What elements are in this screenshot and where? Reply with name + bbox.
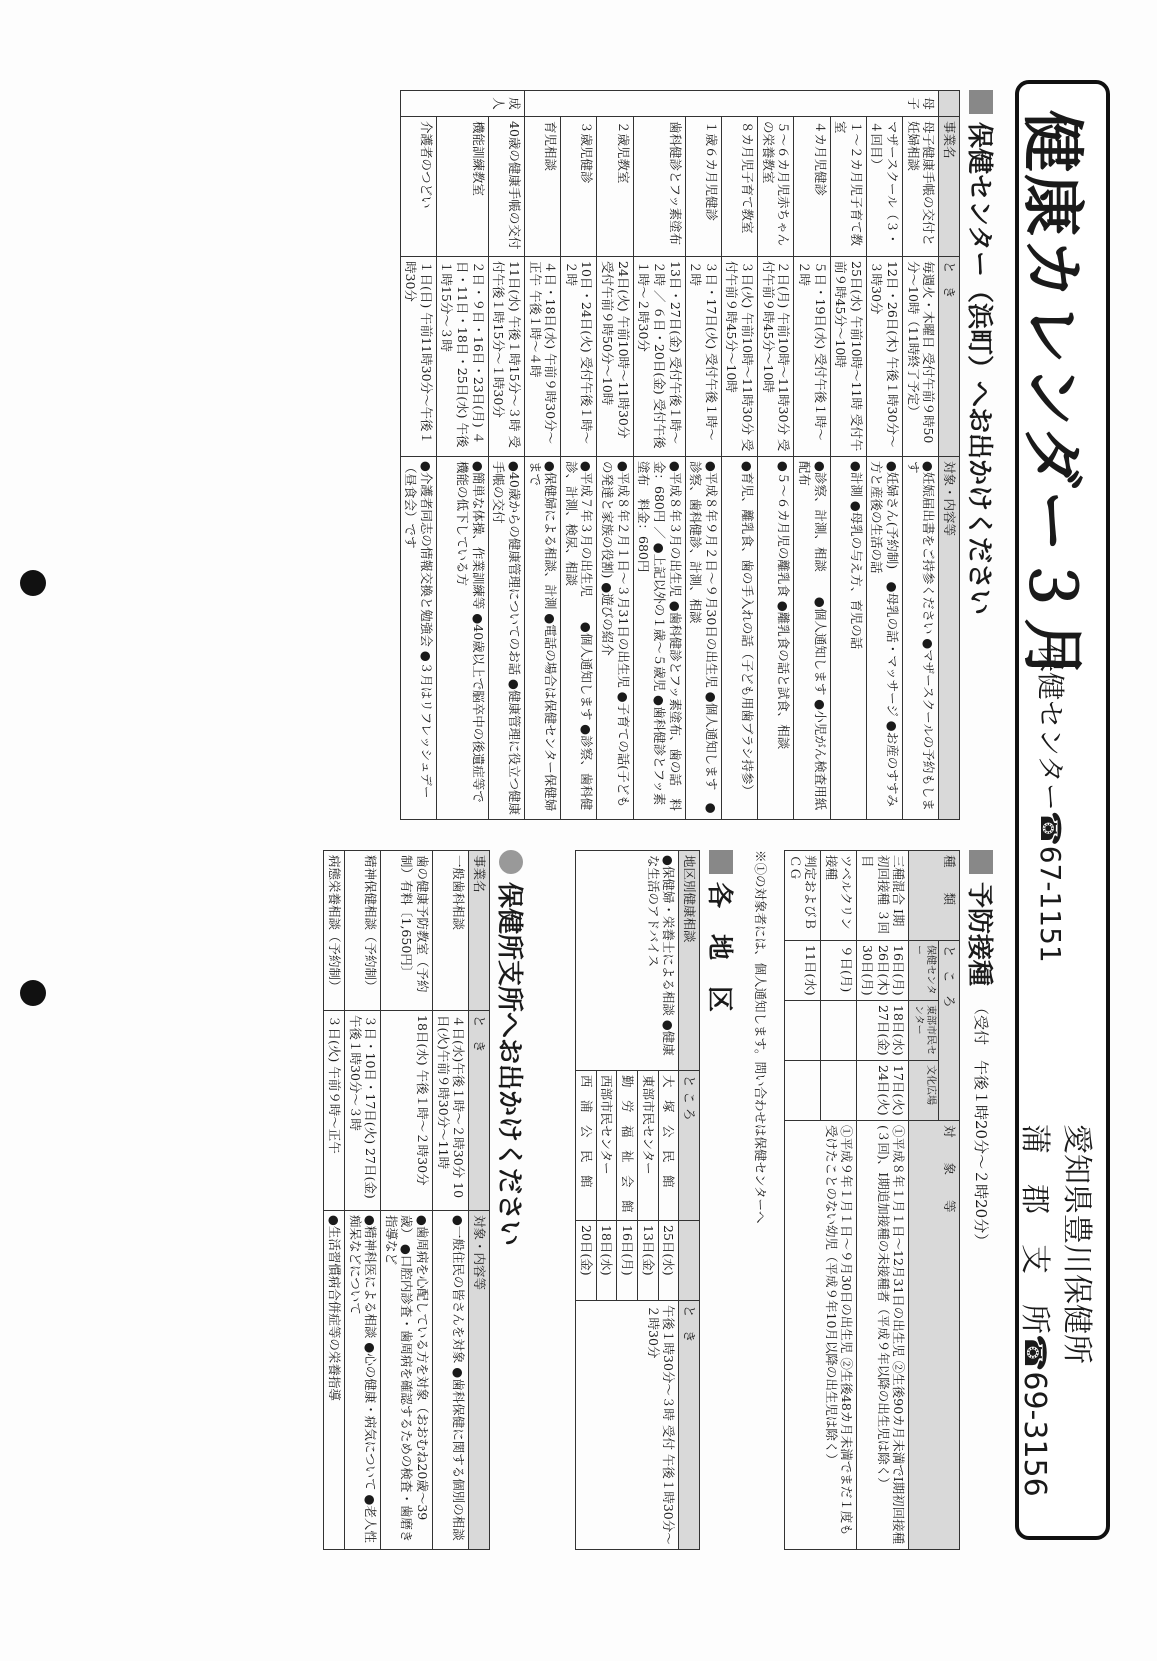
- circle-marker-icon: [500, 850, 524, 874]
- program-content: ●妊娠届出書をご持参ください ●マザースクールの予約もします: [903, 457, 939, 820]
- col-district-time: と き: [679, 1301, 700, 1550]
- vaccine-date: [785, 1001, 821, 1061]
- table-row: [400, 91, 436, 820]
- program-name: １～２カ月児子育て教室: [830, 117, 866, 257]
- district-place: 大 塚 公 民 館: [658, 1071, 679, 1221]
- district-date: 25日(水): [658, 1221, 679, 1301]
- table-row: [857, 851, 909, 1550]
- table-row: [721, 91, 757, 820]
- table-row: [345, 851, 381, 1550]
- branch-program-name: 病態栄養相談（予約制）: [324, 851, 345, 1011]
- table-row: [324, 851, 345, 1550]
- program-name: ２歳児教室: [597, 117, 633, 257]
- vaccine-date: [785, 1061, 821, 1121]
- branch-program-name: 一般歯科相談: [433, 851, 469, 1011]
- program-time: ２日・９日・16日・23日(月) ４日・11日・18日・25日(水) 午後１時15分～３時: [436, 257, 488, 457]
- branch-table: [323, 850, 490, 1550]
- table-row: [821, 851, 857, 1550]
- program-time: 10日・24日(火) 受付午後１時～２時: [561, 257, 597, 457]
- col-type: 種 類: [909, 851, 960, 941]
- branch-program-time: ４日(水)午後１時～２時30分 10日(火)午前９時30分～11時: [433, 1011, 469, 1211]
- program-time: １日(日) 午前11時30分～午後１時30分: [400, 257, 436, 457]
- table-row: [488, 91, 524, 820]
- place-east-center: 東部市民センター: [909, 1001, 939, 1061]
- program-name: 母子健康手帳の交付と妊婦相談: [903, 117, 939, 257]
- vaccine-date: 11日(水): [785, 941, 821, 1001]
- branch-program-name: 精神保健相談（予約制）: [345, 851, 381, 1011]
- vaccine-type: 三種混合 Ⅰ期初回接種 ３回目: [857, 851, 909, 941]
- district-date: 18日(水): [596, 1221, 617, 1301]
- rotated-content: [100, 80, 1110, 1640]
- col-district-place: と こ ろ: [679, 1071, 700, 1221]
- col-branch-content: 対象・内容等: [469, 1211, 490, 1550]
- health-office-name: 愛知県豊川保健所: [1059, 1124, 1094, 1364]
- branch-office-phone: 蒲 郡 支 所☎69-3156: [1017, 1124, 1052, 1497]
- table-row: [433, 851, 469, 1550]
- program-content: ●計測 ●母乳の与え方、育児の話: [830, 457, 866, 820]
- square-marker-icon: [710, 850, 734, 874]
- table-row: [903, 91, 939, 820]
- health-center-heading: 保健センター（浜町）へお出かけください: [963, 90, 1000, 615]
- table-row: [561, 91, 597, 820]
- district-date: 20日(金): [576, 1221, 597, 1301]
- branch-program-content: ●生活習慣病合併症等の栄養指導: [324, 1211, 345, 1550]
- vaccine-target: ①平成８年１月１日～12月31日の出生児 ②生後90カ月未満でⅠ期初回接種(３回)、Ⅰ期追加接種の未接種者（平成９年以降の出生児は除く）: [857, 1121, 909, 1550]
- districts-heading: 各 地 区: [703, 850, 740, 1012]
- place-culture-plaza: 文化広場: [909, 1061, 939, 1121]
- vaccine-date: 17日(火) 24日(火): [857, 1061, 909, 1121]
- table-row: [436, 91, 488, 820]
- branch-program-content: ●精神科医による相談 ●心の健康・病気について ●老人性痴呆などについて: [345, 1211, 381, 1550]
- district-place: 勤 労 福 祉 会 館: [617, 1071, 638, 1221]
- branch-program-time: ３日・10日・17日(火) 27日(金) 午後１時30分～３時: [345, 1011, 381, 1211]
- district-time: 午後１時30分～３時 受付 午後１時30分～２時30分: [576, 1301, 679, 1550]
- district-place: 西部市民センター: [596, 1071, 617, 1221]
- district-date: 13日(金): [638, 1221, 659, 1301]
- program-time: 24日(火) 午前10時～11時30分 受付午前９時50分～10時: [597, 257, 633, 457]
- program-name: 歯科健診とフッ素塗布: [633, 117, 685, 257]
- vaccine-type: ツベルクリン接種: [821, 851, 857, 941]
- branch-program-time: ３日(火) 午前９時～正午: [324, 1011, 345, 1211]
- districts-table: [575, 850, 700, 1550]
- program-time: 12日・26日(木) 午後１時30分～３時30分: [866, 257, 902, 457]
- col-time: と き: [939, 257, 960, 457]
- vaccine-type: 判定およびＢＣＧ: [785, 851, 821, 941]
- vaccine-date: [821, 1061, 857, 1121]
- table-row: [633, 91, 685, 820]
- program-name: 介護者のつどい: [400, 117, 436, 257]
- col-branch-name: 事業名: [469, 851, 490, 1011]
- health-center-table: [400, 90, 960, 820]
- category-label: 母子: [525, 91, 939, 117]
- vaccine-date: [821, 1001, 857, 1061]
- program-content: ●平成８年９月２日～９月30日の出生児 ●個人通知します ●診察、歯科健診、計測、相談: [685, 457, 721, 820]
- program-content: ●妊婦さん(予約制) ●母乳の話・マッサージ ●お産のすすみ方と産後の生活の話: [866, 457, 902, 820]
- table-row: [597, 91, 633, 820]
- table-row: [830, 91, 866, 820]
- program-content: ●育児、離乳食、歯の手入れの話（子ども用歯ブラシ持参）: [721, 457, 757, 820]
- col-place: と こ ろ: [939, 941, 960, 1121]
- vaccine-target: ①平成９年１月１日～９月30日の出生児 ②生後48カ月未満でまだ１度も受けたことのない幼児（平成９年10月以降の出生児は除く）: [785, 1121, 858, 1550]
- col-district-consult: 地区別健康相談: [679, 851, 700, 1071]
- program-name: 機能訓練教室: [436, 117, 488, 257]
- vaccine-date: 16日(月) 26日(木) 30日(月): [857, 941, 909, 1001]
- branch-program-time: 18日(水) 午後１時～２時30分: [381, 1011, 433, 1211]
- program-name: ５～６カ月児赤ちゃんの栄養教室: [758, 117, 794, 257]
- vaccination-table: [784, 850, 960, 1550]
- branch-program-name: 歯の健康予防教室（予約制）有料〔1,650円〕: [381, 851, 433, 1011]
- col-content: 対象・内容等: [939, 457, 960, 820]
- program-name: ８カ月児子育て教室: [721, 117, 757, 257]
- table-row: [685, 91, 721, 820]
- table-row: [381, 851, 433, 1550]
- district-place: 西 浦 公 民 館: [576, 1071, 597, 1221]
- table-row: [758, 91, 794, 820]
- branch-program-content: ●歯周病を心配している方を対象（おおむね20歳～39歳） ●口腔内診査・歯周病を確認するための検査・歯磨き指導など: [381, 1211, 433, 1550]
- program-time: ３日(火) 午前10時～11時30分 受付午前９時45分～10時: [721, 257, 757, 457]
- vaccination-note: ※①の対象者には、個人通知します。問い合わせは保健センターへ: [753, 850, 768, 1224]
- punch-hole: [20, 570, 46, 596]
- table-row: [658, 851, 679, 1550]
- branch-heading: 保健所支所へお出かけください: [493, 850, 530, 1246]
- district-place: 東部市民センター: [638, 1071, 659, 1221]
- program-name: 40歳の健康手帳の交付: [488, 117, 524, 257]
- program-name: 育児相談: [525, 117, 561, 257]
- program-content: ●平成７年３月の出生児 ●個人通知します ●診察、歯科健診、計測、検尿、相談: [561, 457, 597, 820]
- place-health-center: 保健センター: [909, 941, 939, 1001]
- branch-program-content: ●一般住民の皆さんを対象 ●歯科保健に関する個別の相談: [433, 1211, 469, 1550]
- punch-hole: [20, 980, 46, 1006]
- program-name: １歳６カ月児健診: [685, 117, 721, 257]
- table-row: [866, 91, 902, 820]
- district-date: 16日(月): [617, 1221, 638, 1301]
- program-time: ５日・19日(水) 受付午後１時～２時: [794, 257, 830, 457]
- program-name: ４カ月児健診: [794, 117, 830, 257]
- vaccination-heading: 予防接種 （受付 午後１時20分～２時20分）: [963, 850, 1000, 1248]
- vaccine-date: ９日(月): [821, 941, 857, 1001]
- program-time: 25日(水) 午前10時～11時 受付午前９時45分～10時: [830, 257, 866, 457]
- title-box: [1015, 80, 1110, 1540]
- program-content: ●介護者同志の情報交換と勉強会 ●３月はリフレッシュデー（昼食会）です: [400, 457, 436, 820]
- vaccination-reception: （受付 午後１時20分～２時20分）: [972, 1000, 990, 1249]
- program-time: 毎週火・木曜日 受付午前９時50分～10時（11時終了予定）: [903, 257, 939, 457]
- district-consult-desc: ●保健婦・栄養士による相談 ●健康な生活のアドバイス: [576, 851, 679, 1071]
- program-content: ●40歳からの健康管理についてのお話 ●健康管理に役立つ健康手帳の交付: [488, 457, 524, 820]
- program-time: ４日・18日(水) 午前９時30分～正午 午後１時～４時: [525, 257, 561, 457]
- table-row: [794, 91, 830, 820]
- vaccine-date: 18日(水) 27日(金): [857, 1001, 909, 1061]
- program-content: ●保健婦による相談、計測 ●電話の場合は保健センター保健婦まで: [525, 457, 561, 820]
- square-marker-icon: [970, 850, 994, 874]
- program-time: 13日・27日(金) 受付午後１時～２時 ／ ６日・20日(金) 受付午後１時～２時30分: [633, 257, 685, 457]
- program-content: ●簡単な体操、作業訓練等 ●40歳以上で脳卒中の後遺症等で機能の低下している方: [436, 457, 488, 820]
- program-content: ●５～６カ月児の離乳食 ●離乳食の話と試食、相談: [758, 457, 794, 820]
- program-content: ●平成８年２月１日～３月31日の出生児 ●子育ての話(子どもの発達と家族の役割) ●遊びの紹介: [597, 457, 633, 820]
- program-time: 11日(水) 午後１時15分～３時 受付午後１時15分～１時30分: [488, 257, 524, 457]
- program-content: ●診察、計測、相談 ●個人通知します ●小児がん検査用紙配布: [794, 457, 830, 820]
- program-name: マザースクール（３・４回目）: [866, 117, 902, 257]
- square-marker-icon: [970, 90, 994, 114]
- program-name: ３歳児健診: [561, 117, 597, 257]
- program-time: ３日・17日(火) 受付午後１時～２時: [685, 257, 721, 457]
- program-time: ２日(月) 午前10時～11時30分 受付午前９時45分～10時: [758, 257, 794, 457]
- col-branch-time: と き: [469, 1011, 490, 1211]
- health-center-phone: 保健センター☎67-1151: [1034, 644, 1067, 963]
- col-target: 対 象 等: [909, 1121, 960, 1550]
- table-row: [525, 91, 561, 820]
- col-name: 事業名: [939, 117, 960, 257]
- category-label: 成人: [400, 91, 524, 117]
- page-title: 健康カレンダー３月: [1016, 110, 1089, 682]
- program-content: ●平成８年３月の出生児 ●歯科健診とフッ素塗布、歯の話 料金：680円 ／ ●上記以外の１歳～５歳児 ●歯科健診とフッ素塗布 料金：680円: [633, 457, 685, 820]
